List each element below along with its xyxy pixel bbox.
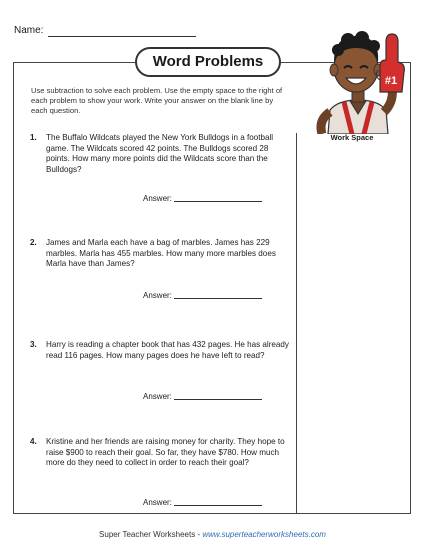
problem-text: The Buffalo Wildcats played the New York Bulldogs in a football game. The Wildcats scored 42 points. The Bulldogs scored 28 points. How many more points did the Wildcats score than the Bulldogs? <box>46 133 274 174</box>
problem-text: James and Marla each have a bag of marbles. James has 229 marbles. Marla has 455 marbles. How many more marbles does Marla have than James? <box>46 238 276 269</box>
footer-separator: - <box>195 530 203 539</box>
footer-brand: Super Teacher Worksheets <box>99 530 196 539</box>
name-line[interactable] <box>48 36 196 37</box>
answer-3 <box>143 392 262 401</box>
answer-4 <box>143 498 262 507</box>
answer-label: Answer: <box>143 291 172 300</box>
answer-label: Answer: <box>143 194 172 203</box>
problem-2 <box>30 238 290 270</box>
name-label: Name: <box>14 25 44 36</box>
foam-finger-text: #1 <box>384 75 398 87</box>
answer-line[interactable] <box>174 399 262 400</box>
mascot-illustration <box>308 22 412 134</box>
workspace-divider <box>296 133 297 513</box>
answer-line[interactable] <box>174 505 262 506</box>
answer-2 <box>143 291 262 300</box>
footer <box>0 530 425 539</box>
footer-url-link[interactable]: www.superteacherworksheets.com <box>202 530 326 539</box>
answer-line[interactable] <box>174 298 262 299</box>
instructions: Use subtraction to solve each problem. Use the empty space to the right of each problem to show your work. Write your answer on the blank line by each question. <box>31 86 283 116</box>
worksheet-title: Word Problems <box>135 47 281 77</box>
answer-1 <box>143 194 262 203</box>
problem-1 <box>30 133 290 175</box>
answer-label: Answer: <box>143 392 172 401</box>
problem-number: 3. <box>30 340 37 349</box>
problem-text: Harry is reading a chapter book that has 432 pages. He has already read 116 pages. How many pages does he have left to read? <box>46 340 289 360</box>
problem-4 <box>30 437 290 469</box>
problem-number: 1. <box>30 133 37 142</box>
problem-text: Kristine and her friends are raising money for charity. They hope to raise $900 to reach their goal. So far, they have $780. How much more do they need to collect in order to reach their goal? <box>46 437 285 468</box>
answer-line[interactable] <box>174 201 262 202</box>
problem-number: 4. <box>30 437 37 446</box>
problem-3 <box>30 340 290 361</box>
answer-label: Answer: <box>143 498 172 507</box>
workspace-label: Work Space <box>330 133 374 142</box>
problem-number: 2. <box>30 238 37 247</box>
